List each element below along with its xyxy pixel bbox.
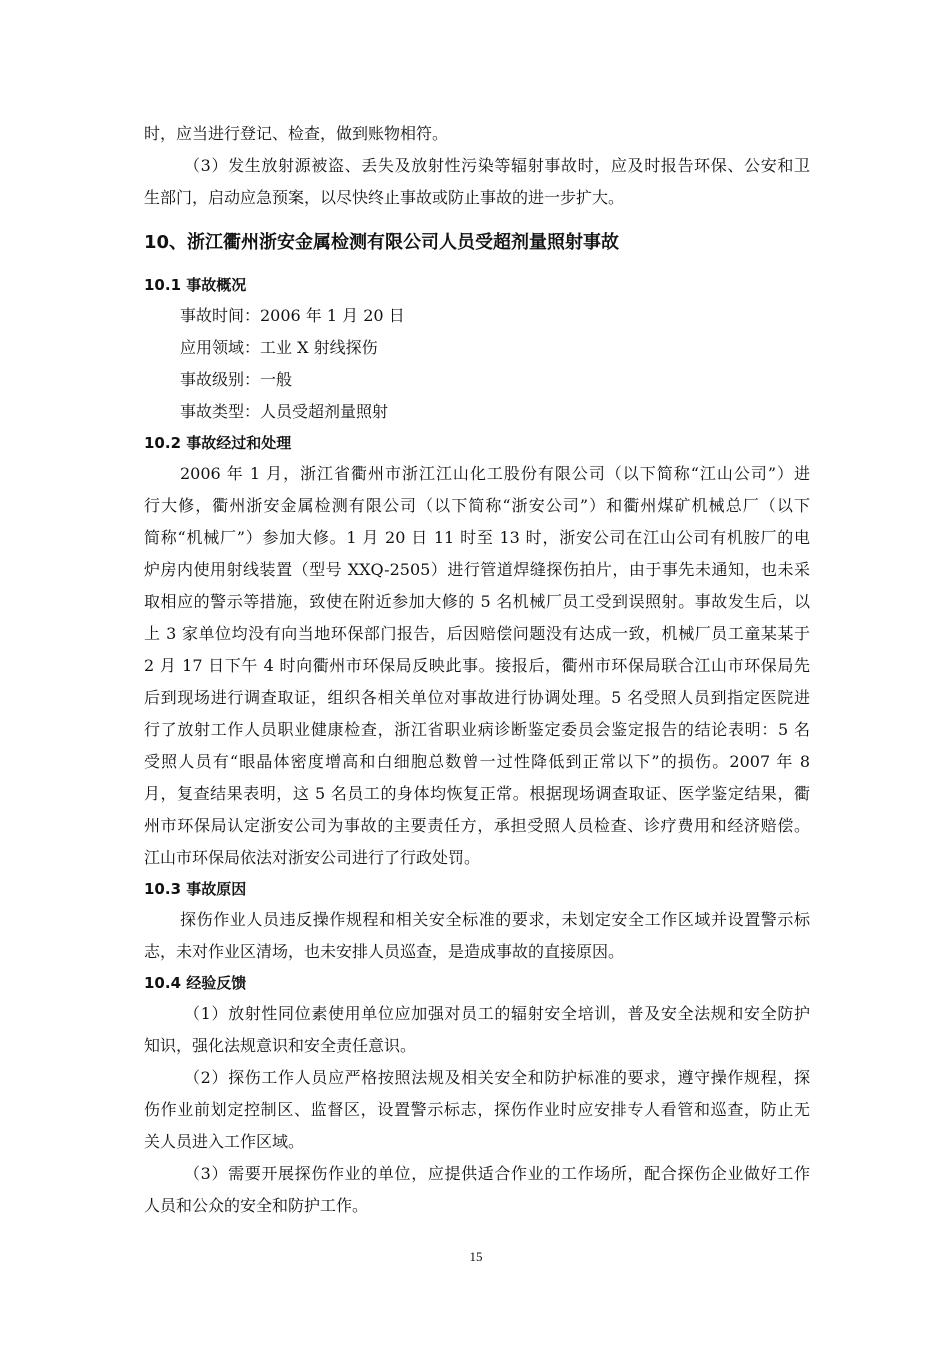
text-line: 行大修，衢州浙安金属检测有限公司（以下简称“浙安公司”）和衢州煤矿机械总厂（以下 [144, 496, 810, 515]
text-line: 上 3 家单位均没有向当地环保部门报告，后因赔偿问题没有达成一致，机械厂员工童某某于 [144, 624, 810, 643]
text-line: 月，复查结果表明，这 5 名员工的身体均恢复正常。根据现场调查取证、医学鉴定结果，衢 [144, 784, 810, 803]
subsection-heading: 10.2 事故经过和处理 [144, 434, 292, 452]
text-line: 伤作业前划定控制区、监督区，设置警示标志，探伤作业时应安排专人看管和巡查，防止无 [144, 1100, 810, 1119]
text-line: （3）需要开展探伤作业的单位，应提供适合作业的工作场所，配合探伤企业做好工作 [184, 1164, 810, 1183]
text-line: 人员和公众的安全和防护工作。 [144, 1196, 369, 1215]
application-field: 应用领域：工业 X 射线探伤 [180, 338, 378, 357]
accident-level: 事故级别：一般 [180, 370, 293, 389]
text-line: 志，未对作业区清场，也未安排人员巡查，是造成事故的直接原因。 [144, 942, 625, 961]
accident-time: 事故时间：2006 年 1 月 20 日 [180, 306, 405, 325]
text-line: 时，应当进行登记、检查，做到账物相符。 [144, 124, 449, 143]
section-title: 10、浙江衢州浙安金属检测有限公司人员受超剂量照射事故 [144, 232, 620, 253]
text-line: 行了放射工作人员职业健康检查，浙江省职业病诊断鉴定委员会鉴定报告的结论表明：5 名 [144, 720, 810, 739]
text-line: （3）发生放射源被盗、丢失及放射性污染等辐射事故时，应及时报告环保、公安和卫 [184, 156, 810, 175]
text-line: 州市环保局认定浙安公司为事故的主要责任方，承担受照人员检查、诊疗费用和经济赔偿。 [144, 816, 810, 835]
text-line: 简称“机械厂”）参加大修。1 月 20 日 11 时至 13 时，浙安公司在江山公司有机胺厂的电 [144, 528, 810, 547]
text-line: 取相应的警示等措施，致使在附近参加大修的 5 名机械厂员工受到误照射。事故发生后，以 [144, 592, 810, 611]
page-number: 15 [469, 1249, 483, 1264]
text-line: 知识，强化法规意识和安全责任意识。 [144, 1036, 417, 1055]
text-line: 关人员进入工作区域。 [144, 1132, 305, 1151]
document-body [144, 118, 810, 1222]
subsection-heading: 10.4 经验反馈 [144, 974, 247, 992]
subsection-heading: 10.1 事故概况 [144, 276, 247, 294]
text-line: 探伤作业人员违反操作规程和相关安全标准的要求，未划定安全工作区域并设置警示标 [180, 910, 810, 929]
text-line: 受照人员有“眼晶体密度增高和白细胞总数曾一过性降低到正常以下”的损伤。2007 年 8 [144, 752, 810, 771]
text-line: 江山市环保局依法对浙安公司进行了行政处罚。 [144, 848, 481, 867]
text-line: （1）放射性同位素使用单位应加强对员工的辐射安全培训，普及安全法规和安全防护 [184, 1004, 810, 1023]
subsection-heading: 10.3 事故原因 [144, 880, 247, 898]
text-line: 2006 年 1 月，浙江省衢州市浙江江山化工股份有限公司（以下简称“江山公司”）进 [180, 464, 810, 483]
text-line: 2 月 17 日下午 4 时向衢州市环保局反映此事。接报后，衢州市环保局联合江山市环保局先 [144, 656, 810, 675]
text-line: 炉房内使用射线装置（型号 XXQ-2505）进行管道焊缝探伤拍片，由于事先未通知，也未采 [144, 560, 810, 579]
text-line: 后到现场进行调查取证，组织各相关单位对事故进行协调处理。5 名受照人员到指定医院进 [144, 688, 810, 707]
text-line: （2）探伤工作人员应严格按照法规及相关安全和防护标准的要求，遵守操作规程，探 [184, 1068, 810, 1087]
accident-type: 事故类型：人员受超剂量照射 [180, 402, 389, 421]
text-line: 生部门，启动应急预案，以尽快终止事故或防止事故的进一步扩大。 [144, 188, 625, 207]
